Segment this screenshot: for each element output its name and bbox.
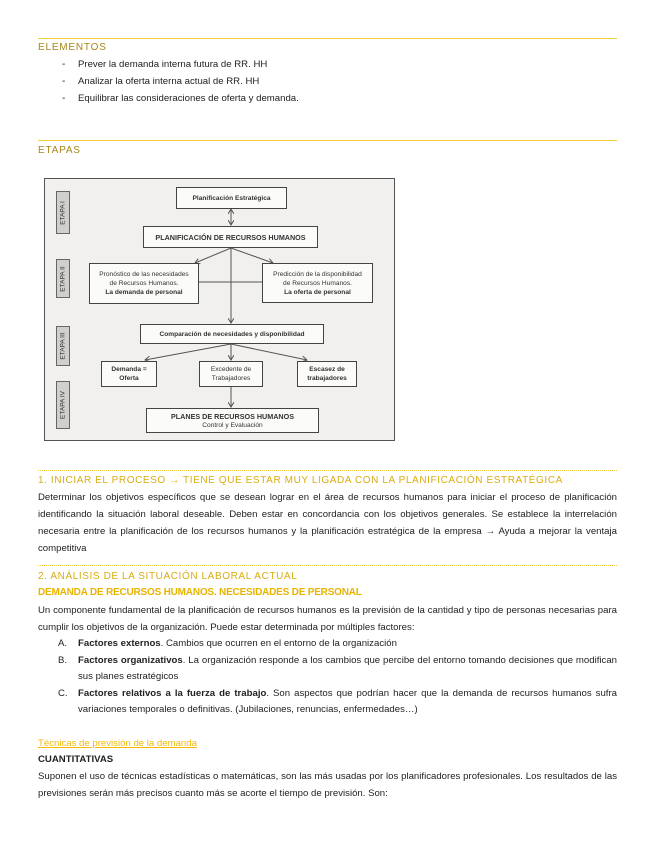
oferta-personal-box: Predicción de la disponibilidad de Recursos Humanos. La oferta de personal	[262, 263, 373, 303]
arrow	[231, 248, 273, 263]
factor-item: B. Factores organizativos. La organización responde a los cambios que percibe del entorno tomando decisiones que modifican sus planes estratégicos	[58, 654, 617, 682]
list-item: Prever la demanda interna futura de RR. HH	[78, 59, 268, 70]
demanda-personal-box: Pronóstico de las necesidades de Recursos Humanos. La demanda de personal	[89, 263, 199, 304]
hr-planning-diagram	[44, 178, 395, 441]
section-divider	[38, 140, 617, 141]
planes-rrhh-box: PLANES DE RECURSOS HUMANOS Control y Evaluación	[146, 408, 319, 433]
elementos-heading: ELEMENTOS	[38, 42, 107, 53]
section1-paragraph: Determinar los objetivos específicos que se desean lograr en el área de recursos humanos para iniciar el proceso de planificación identificando la situación laboral deseable. Deben estar en concordancia con los objetivos generales. Se establece la interrelación necesaria entre la planificación de los recursos humanos y la planificación estratégica de la empresa → Ayuda a mejorar la ventaja competitiva	[38, 492, 617, 554]
section2-heading: 2. ANÁLISIS DE LA SITUACIÓN LABORAL ACTUAL	[38, 571, 298, 582]
etapas-heading: ETAPAS	[38, 145, 81, 156]
excedente-box: Excedente de Trabajadores	[199, 361, 263, 387]
section-divider	[38, 38, 617, 39]
diagram-arrows	[45, 179, 396, 442]
comparacion-box: Comparación de necesidades y disponibilidad	[140, 324, 324, 344]
section2-subheading: DEMANDA DE RECURSOS HUMANOS. NECESIDADES DE PERSONAL	[38, 587, 362, 598]
factor-item: A. Factores externos. Cambios que ocurren en el entorno de la organización	[58, 638, 397, 649]
section-divider	[38, 565, 617, 566]
arrow	[195, 248, 231, 263]
section-divider	[38, 470, 617, 471]
bullet-dash: -	[62, 93, 66, 104]
demanda-oferta-box: Demanda = Oferta	[101, 361, 157, 387]
planificacion-rrhh-box: PLANIFICACIÓN DE RECURSOS HUMANOS	[143, 226, 318, 248]
bullet-dash: -	[62, 76, 66, 87]
section2-paragraph: Un componente fundamental de la planificación de recursos humanos es la previsión de la cantidad y tipo de personas necesarias para cumplir los objetivos de la organización. Puede estar determinada por múltiples factores:	[38, 605, 617, 633]
list-item: Equilibrar las consideraciones de oferta y demanda.	[78, 93, 299, 104]
etapa-iii-label: ETAPA III	[56, 326, 70, 366]
list-item: Analizar la oferta interna actual de RR. HH	[78, 76, 260, 87]
techniques-link[interactable]: Técnicas de previsión de la demanda	[38, 738, 197, 749]
cuantitativas-heading: CUANTITATIVAS	[38, 754, 114, 765]
section1-heading: 1. INICIAR EL PROCESO → TIENE QUE ESTAR MUY LIGADA CON LA PLANIFICACIÓN ESTRATÉGICA	[38, 475, 563, 486]
etapa-i-label: ETAPA I	[56, 191, 70, 234]
escasez-box: Escasez de trabajadores	[297, 361, 357, 387]
etapa-iv-label: ETAPA IV	[56, 381, 70, 429]
cuantitativas-paragraph: Suponen el uso de técnicas estadísticas o matemáticas, son las más usadas por los planificadores profesionales. Los resultados de las previsiones serán más precisos cuanto más se acorte el tiempo de previsión. Son:	[38, 771, 617, 799]
etapa-ii-label: ETAPA II	[56, 259, 70, 298]
arrow	[231, 344, 307, 360]
planificacion-estrategica-box: Planificación Estratégica	[176, 187, 287, 209]
arrow	[145, 344, 231, 360]
factors-list	[58, 636, 617, 719]
factor-item: C. Factores relativos a la fuerza de trabajo. Son aspectos que podrían hacer que la demanda de recursos humanos sufra variaciones temporales o definitivas. (Jubilaciones, renuncias, enfermedades…)	[58, 687, 617, 715]
bullet-dash: -	[62, 59, 66, 70]
